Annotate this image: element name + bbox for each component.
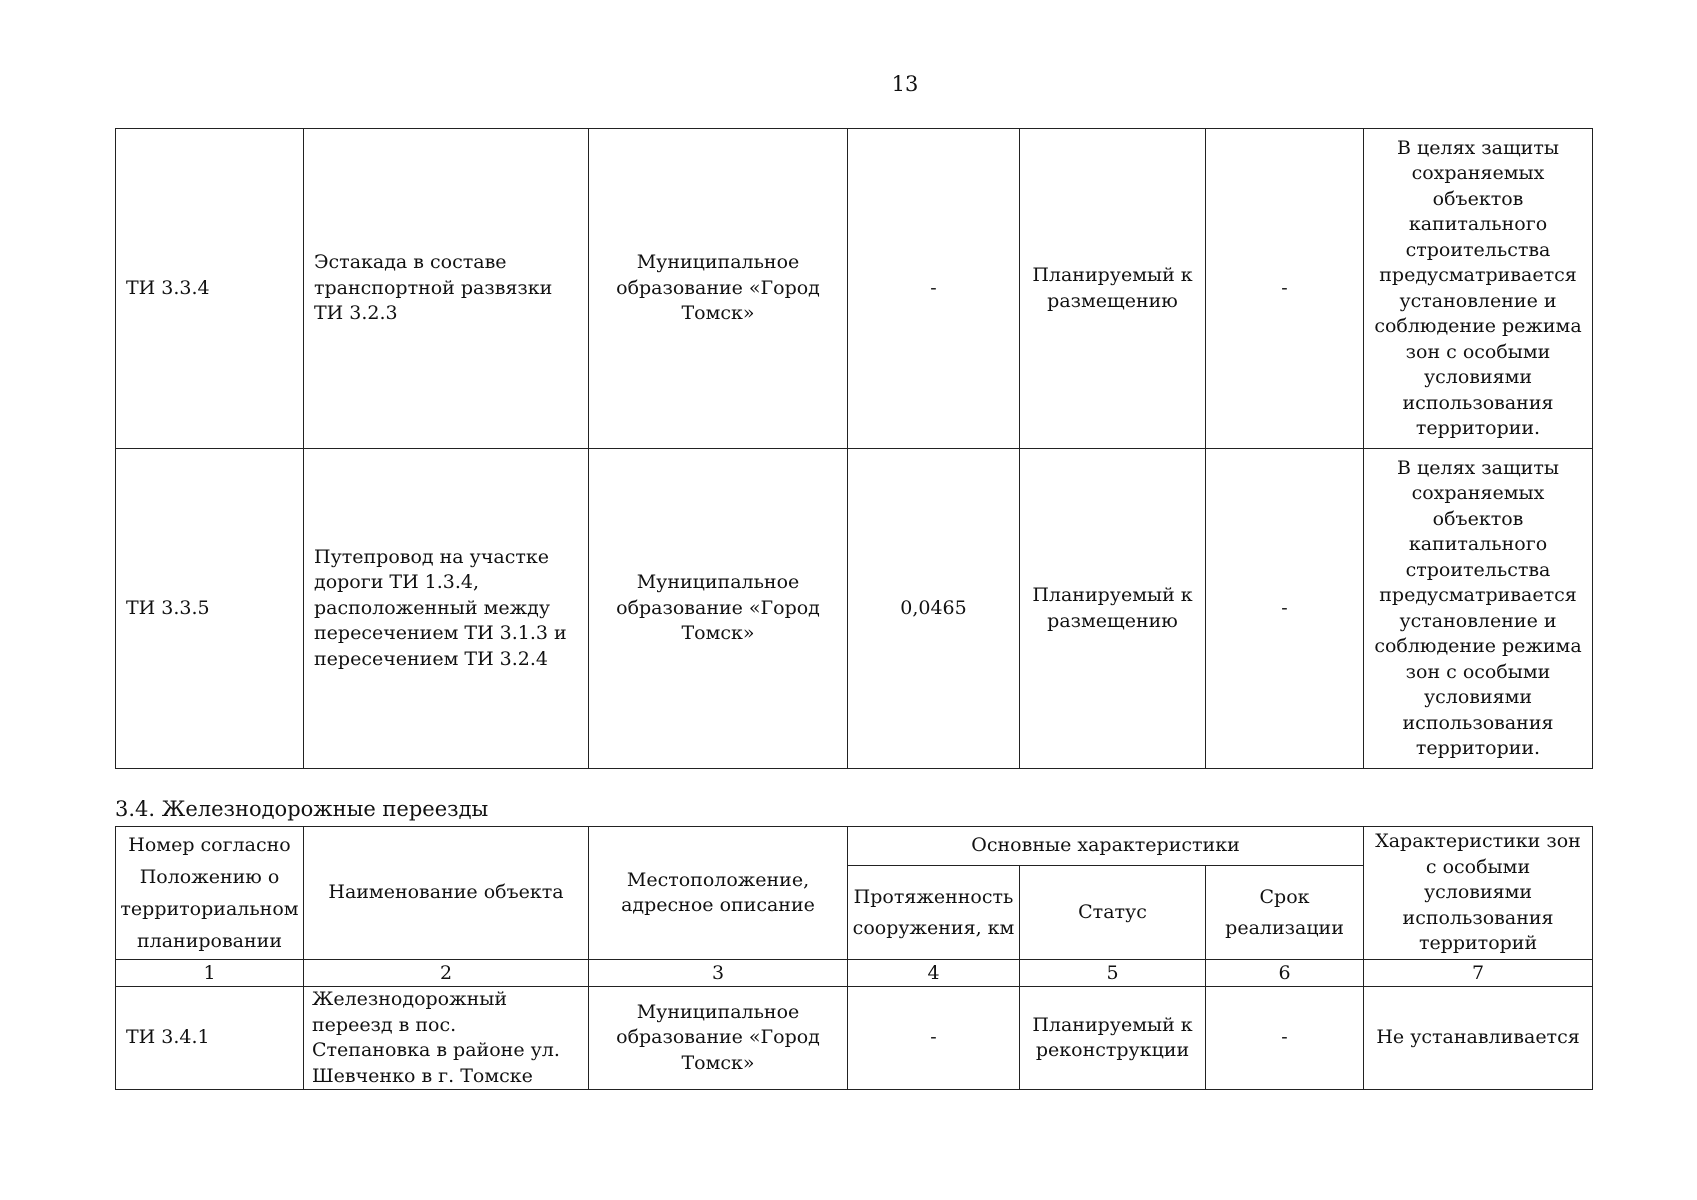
- column-number: 6: [1206, 960, 1364, 987]
- objects-table-continued: [115, 128, 1593, 769]
- object-location: Муниципальное образование «Город Томск»: [589, 987, 848, 1090]
- object-status: Планируемый к размещению: [1020, 449, 1206, 769]
- section-title: 3.4. Железнодорожные переезды: [115, 797, 489, 821]
- column-number: 5: [1020, 960, 1206, 987]
- object-number: ТИ 3.3.5: [116, 449, 304, 769]
- object-number: ТИ 3.3.4: [116, 129, 304, 449]
- table-row: [116, 129, 1593, 449]
- header-number: Номер согласно Положению о территориальном планировании: [116, 827, 304, 960]
- object-name: Путепровод на участке дороги ТИ 1.3.4, расположенный между пересечением ТИ 3.1.3 и пересечением ТИ 3.2.4: [304, 449, 589, 769]
- railway-crossings-table: [115, 826, 1593, 1090]
- table-row: [116, 449, 1593, 769]
- column-number: 1: [116, 960, 304, 987]
- object-location: Муниципальное образование «Город Томск»: [589, 129, 848, 449]
- object-zones: В целях защиты сохраняемых объектов капитального строительства предусматривается установление и соблюдение режима зон с особыми условиями использования территории.: [1364, 449, 1593, 769]
- object-length: -: [848, 129, 1020, 449]
- object-name: Железнодорожный переезд в пос. Степановка в районе ул. Шевченко в г. Томске: [304, 987, 589, 1090]
- object-zones: В целях защиты сохраняемых объектов капитального строительства предусматривается установление и соблюдение режима зон с особыми условиями использования территории.: [1364, 129, 1593, 449]
- header-status: Статус: [1020, 866, 1206, 960]
- header-term: Срок реализации: [1206, 866, 1364, 960]
- column-number: 4: [848, 960, 1020, 987]
- header-main-characteristics: Основные характеристики: [848, 827, 1364, 866]
- column-number: 2: [304, 960, 589, 987]
- column-number: 3: [589, 960, 848, 987]
- object-name: Эстакада в составе транспортной развязки ТИ 3.2.3: [304, 129, 589, 449]
- object-status: Планируемый к реконструкции: [1020, 987, 1206, 1090]
- object-term: -: [1206, 129, 1364, 449]
- object-zones: Не устанавливается: [1364, 987, 1593, 1090]
- object-length: 0,0465: [848, 449, 1020, 769]
- object-status: Планируемый к размещению: [1020, 129, 1206, 449]
- object-term: -: [1206, 987, 1364, 1090]
- object-location: Муниципальное образование «Город Томск»: [589, 449, 848, 769]
- header-name: Наименование объекта: [304, 827, 589, 960]
- page-number: 13: [891, 72, 919, 96]
- object-term: -: [1206, 449, 1364, 769]
- object-number: ТИ 3.4.1: [116, 987, 304, 1090]
- header-row: [116, 827, 1593, 866]
- table-row: [116, 987, 1593, 1090]
- header-location: Местоположение, адресное описание: [589, 827, 848, 960]
- column-number: 7: [1364, 960, 1593, 987]
- header-zones: Характеристики зон с особыми условиями использования территорий: [1364, 827, 1593, 960]
- header-length: Протяженность сооружения, км: [848, 866, 1020, 960]
- column-numbers-row: [116, 960, 1593, 987]
- object-length: -: [848, 987, 1020, 1090]
